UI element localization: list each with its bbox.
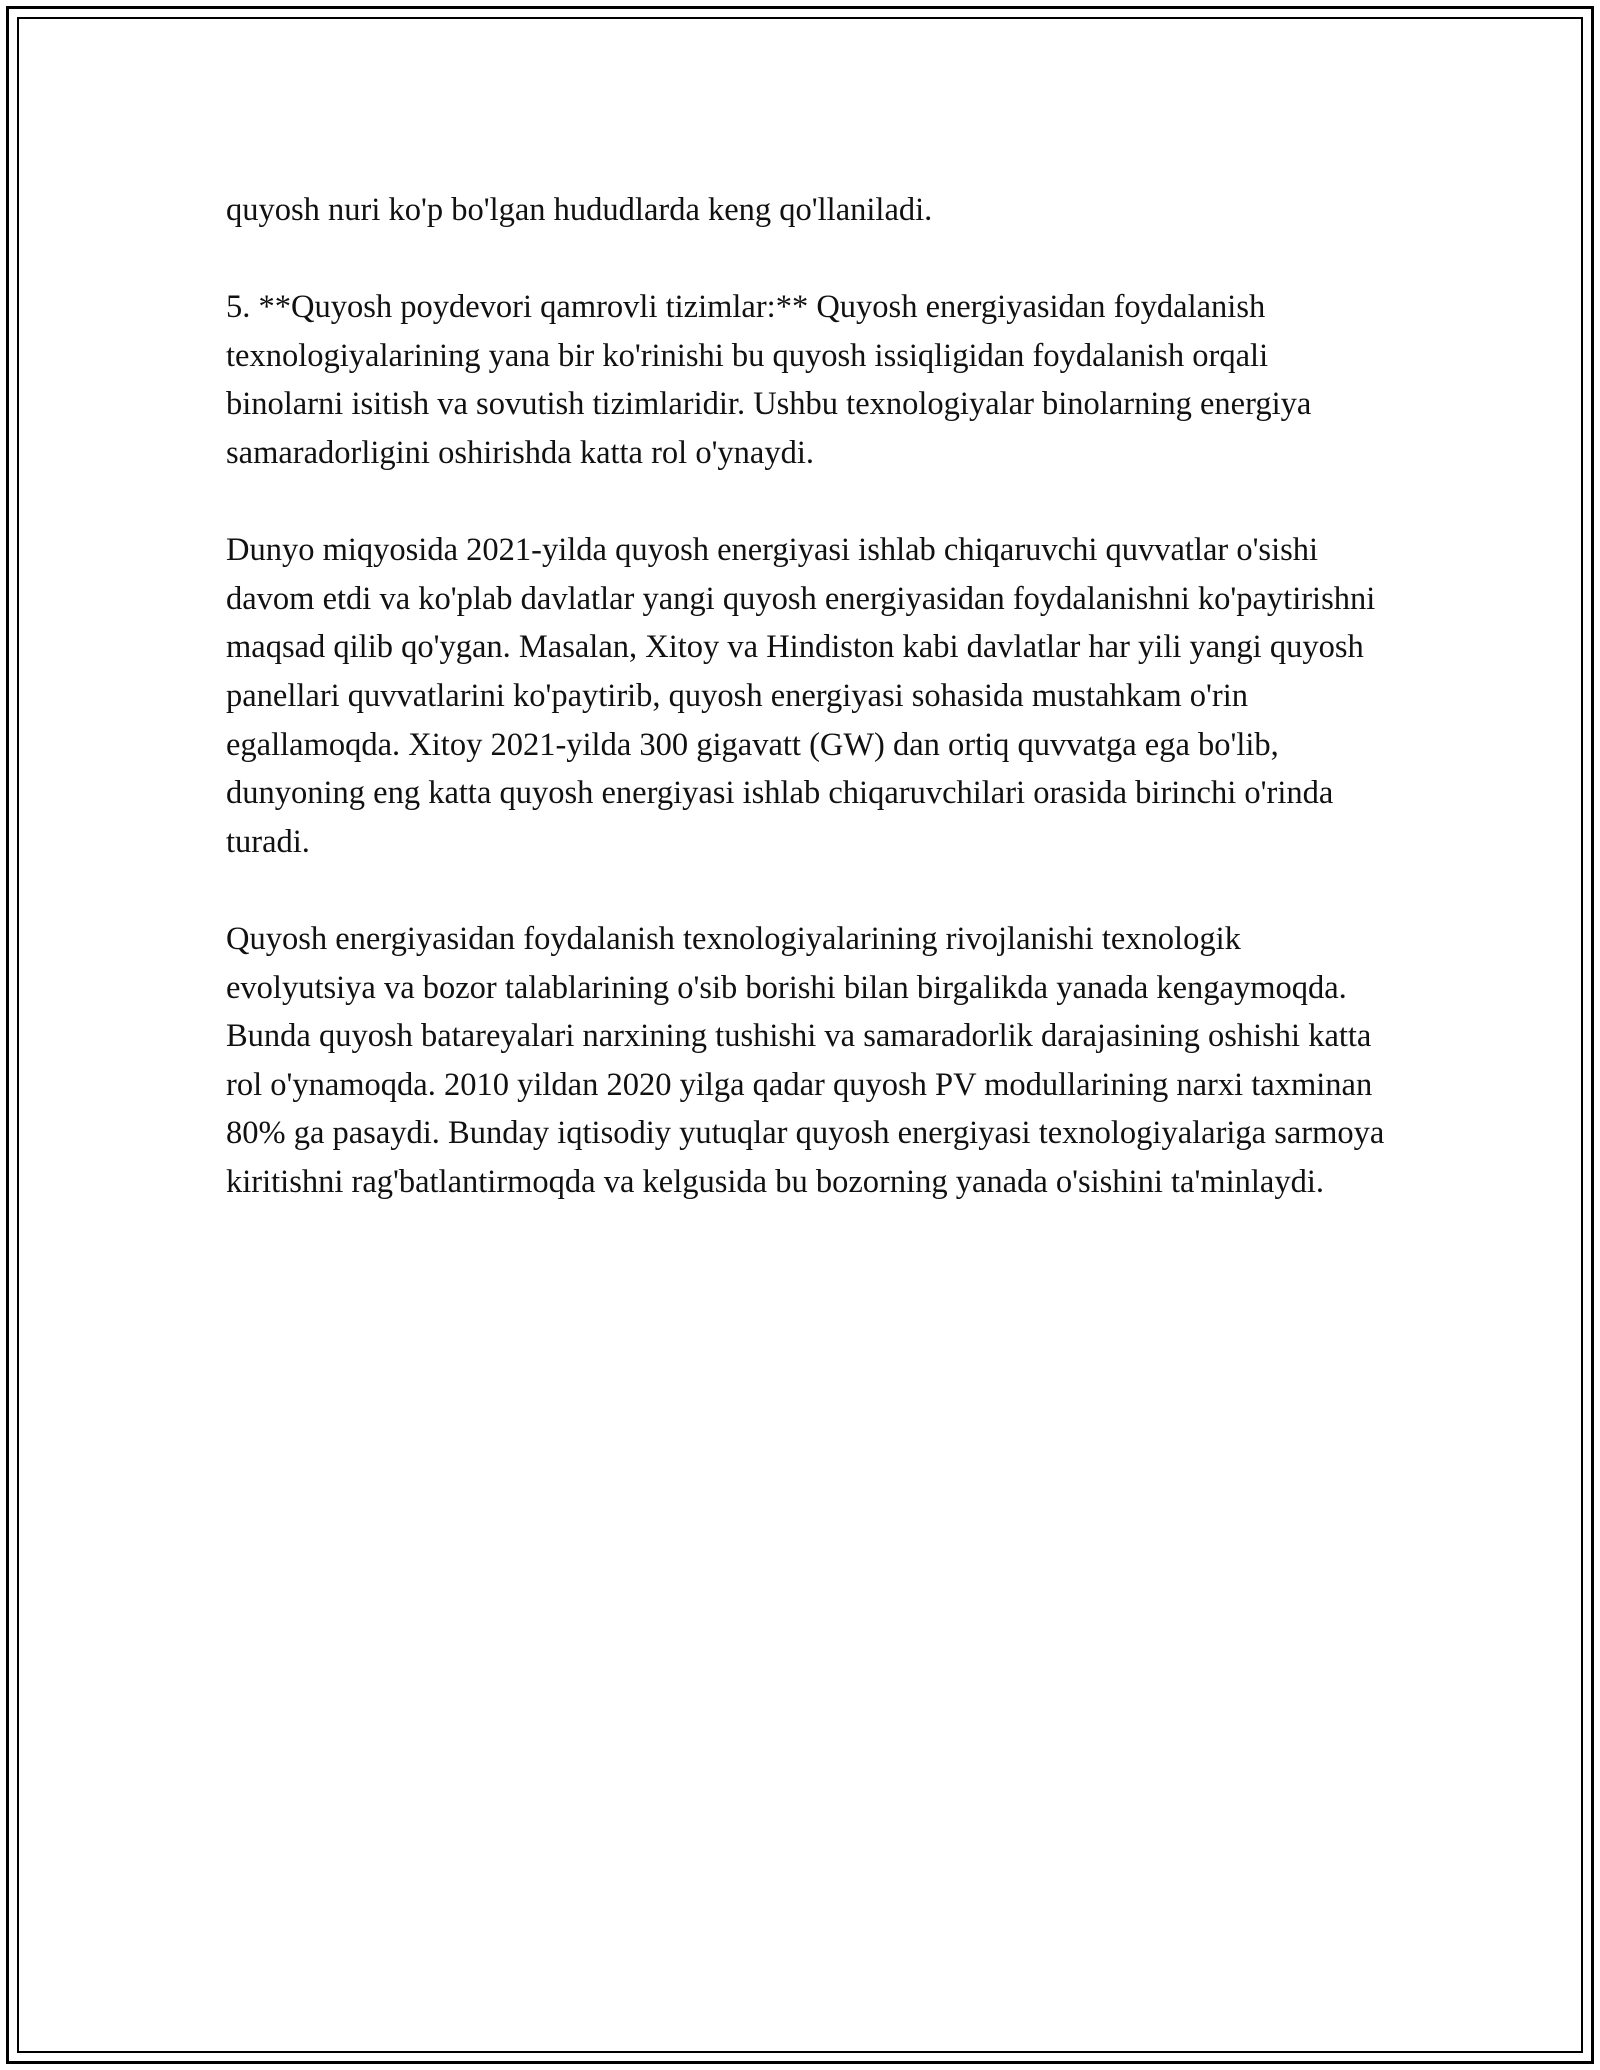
paragraph-list-item-5: 5. **Quyosh poydevori qamrovli tizimlar:** Quyosh energiyasidan foydalanish texnologiyalarining yana bir ko'rinishi bu quyosh issiqligidan foydalanish orqali binolarni isitish va sovutish tizimlaridir. Ushbu texnologiyalar binolarning energiya samaradorligini oshirishda katta rol o'ynaydi. xyxy=(226,289,1312,471)
paragraph-technology-development: Quyosh energiyasidan foydalanish texnologiyalarining rivojlanishi texnologik evolyutsiya va bozor talablarining o'sib borishi bilan birgalikda yanada kengaymoqda. Bunda quyosh batareyalari narxining tushishi va samaradorlik darajasining oshishi katta rol o'ynamoqda. 2010 yildan 2020 yilga qadar quyosh PV modullarining narxi taxminan 80% ga pasaydi. Bunday iqtisodiy yutuqlar quyosh energiyasi texnologiyalariga sarmoya kiritishni rag'batlantirmoqda va kelgusida bu bozorning yanada o'sishini ta'minlaydi. xyxy=(226,920,1385,1200)
paragraph-global-capacity: Dunyo miqyosida 2021-yilda quyosh energiyasi ishlab chiqaruvchi quvvatlar o'sishi davom etdi va ko'plab davlatlar yangi quyosh energiyasidan foydalanishni ko'paytirishni maqsad qilib qo'ygan. Masalan, Xitoy va Hindiston kabi davlatlar har yili yangi quyosh panellari quvvatlarini ko'paytirib, quyosh energiyasi sohasida mustahkam o'rin egallamoqda. Xitoy 2021-yilda 300 gigavatt (GW) dan ortiq quvvatga ega bo'lib, dunyoning eng katta quyosh energiyasi ishlab chiqaruvchilari orasida birinchi o'rinda turadi. xyxy=(226,532,1376,860)
document-body xyxy=(226,186,1386,1206)
paragraph-continuation: quyosh nuri ko'p bo'lgan hududlarda keng qo'llaniladi. xyxy=(226,192,933,228)
